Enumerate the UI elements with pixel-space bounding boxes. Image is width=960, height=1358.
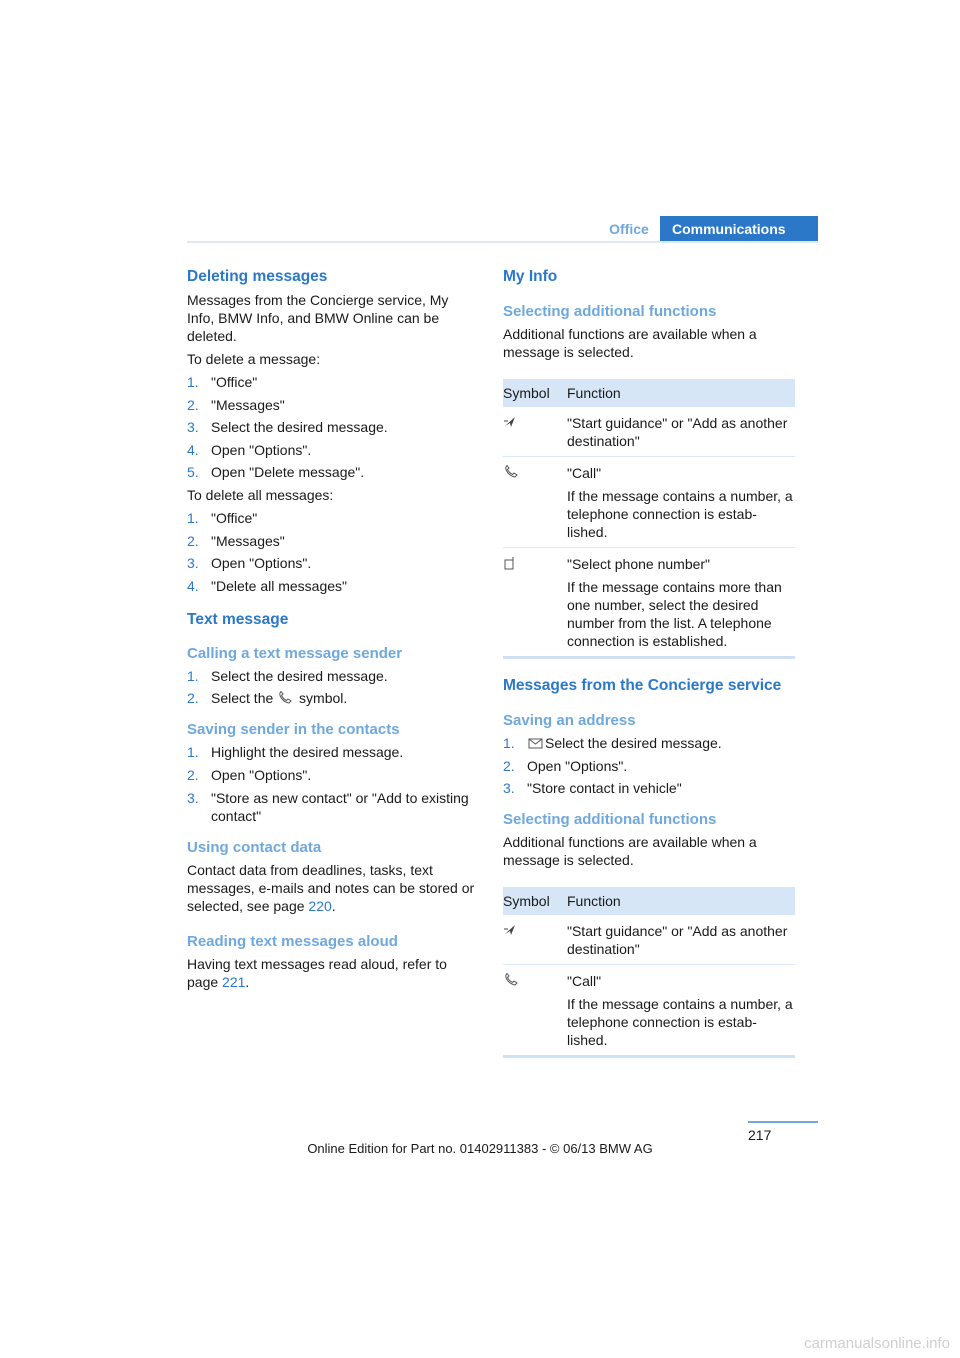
column-header-symbol: Symbol bbox=[503, 887, 567, 915]
delete-one-label: To delete a message: bbox=[187, 351, 321, 367]
table-row: "Select phone number" If the message contains more than one number, select the desired number from the list. A telephone connection is established. bbox=[503, 548, 795, 658]
concierge-symbol-table bbox=[503, 887, 795, 1058]
list-item: 5. Open "Delete message". bbox=[187, 464, 365, 481]
my-info-intro: Additional functions are available when a message is selected. bbox=[503, 326, 757, 360]
header-chapter-tab: Communications bbox=[660, 216, 818, 242]
list-item: 3. "Store as new contact" or "Add to existing contact" bbox=[187, 789, 469, 824]
list-item: 1. Highlight the desired message. bbox=[187, 744, 404, 761]
table-row: "Start guidance" or "Add as another destination" bbox=[503, 915, 795, 965]
list-item: 3. "Store contact in vehicle" bbox=[503, 780, 682, 797]
phone-handset-icon bbox=[277, 691, 295, 705]
list-item: 2. Select the symbol. bbox=[187, 690, 348, 707]
column-header-function: Function bbox=[567, 887, 795, 915]
contact-data-text: Contact data from deadlines, tasks, text messages, e-mails and notes can be stored or selected, see page 220. bbox=[187, 861, 475, 914]
table-row: "Call" If the message contains a number, a telephone connection is estab-lished. bbox=[503, 457, 795, 548]
calling-sender-steps bbox=[187, 667, 477, 708]
list-item: 2. Open "Options". bbox=[187, 766, 312, 783]
left-column bbox=[187, 266, 477, 991]
page-number: 217 bbox=[748, 1127, 772, 1143]
list-item: 1. Select the desired message. bbox=[187, 667, 388, 684]
phone-handset-icon bbox=[503, 973, 521, 991]
list-item: 2. "Messages" bbox=[187, 532, 285, 549]
right-column bbox=[503, 266, 795, 1058]
delete-all-steps bbox=[187, 509, 477, 595]
saving-address-steps bbox=[503, 734, 795, 797]
table-row: "Call" If the message contains a number, a telephone connection is estab-lished. bbox=[503, 965, 795, 1057]
envelope-icon bbox=[527, 736, 545, 750]
list-item: 1. "Office" bbox=[187, 374, 258, 390]
list-item: 4. Open "Options". bbox=[187, 441, 312, 458]
list-item: 1. "Office" bbox=[187, 509, 258, 526]
saving-sender-steps bbox=[187, 743, 477, 824]
my-info-functions-heading: Selecting additional functions bbox=[503, 303, 717, 320]
my-info-heading: My Info bbox=[503, 268, 558, 285]
concierge-intro: Additional functions are available when a message is selected. bbox=[503, 834, 757, 869]
delete-one-steps bbox=[187, 373, 477, 481]
reading-aloud-heading: Reading text messages aloud bbox=[187, 932, 398, 950]
calling-sender-heading: Calling a text message sender bbox=[187, 644, 403, 662]
text-message-heading: Text message bbox=[187, 610, 289, 628]
deleting-intro: Messages from the Concierge service, My Info, BMW Info, and BMW Online can be deleted. bbox=[187, 292, 449, 344]
navigation-icon bbox=[503, 415, 517, 433]
watermark: carmanualsonline.info bbox=[804, 1335, 950, 1352]
list-item: 4. "Delete all messages" bbox=[187, 577, 348, 594]
navigation-icon bbox=[503, 923, 517, 941]
list-item: 1. Select the desired message. bbox=[503, 735, 722, 751]
table-row: "Start guidance" or "Add as another destination" bbox=[503, 407, 795, 457]
delete-all-label: To delete all messages: bbox=[187, 486, 334, 503]
deleting-messages-heading: Deleting messages bbox=[187, 268, 328, 285]
page-link-220[interactable]: 220 bbox=[308, 897, 332, 914]
column-header-function: Function bbox=[567, 379, 795, 407]
my-info-symbol-table bbox=[503, 379, 795, 659]
page-number-rule bbox=[748, 1121, 818, 1123]
phone-handset-icon bbox=[503, 465, 521, 483]
footer-edition-note: Online Edition for Part no. 01402911383 - © 06/13 BMW AG bbox=[307, 1141, 653, 1156]
list-item: 2. Open "Options". bbox=[503, 757, 628, 774]
list-item: 3. Open "Options". bbox=[187, 555, 312, 572]
phone-select-icon bbox=[503, 556, 517, 574]
header-section-label: Office bbox=[609, 221, 649, 237]
saving-sender-heading: Saving sender in the contacts bbox=[187, 721, 400, 739]
list-item: 3. Select the desired message. bbox=[187, 419, 388, 436]
concierge-heading: Messages from the Concierge service bbox=[503, 677, 782, 694]
column-header-symbol: Symbol bbox=[503, 379, 567, 407]
saving-address-heading: Saving an address bbox=[503, 712, 636, 729]
contact-data-heading: Using contact data bbox=[187, 838, 322, 856]
list-item: 2. "Messages" bbox=[187, 396, 285, 413]
page-link-221[interactable]: 221 bbox=[222, 973, 246, 990]
reading-aloud-text: Having text messages read aloud, refer to page 221. bbox=[187, 955, 447, 990]
concierge-functions-heading: Selecting additional functions bbox=[503, 811, 717, 829]
header-rule bbox=[187, 241, 818, 243]
